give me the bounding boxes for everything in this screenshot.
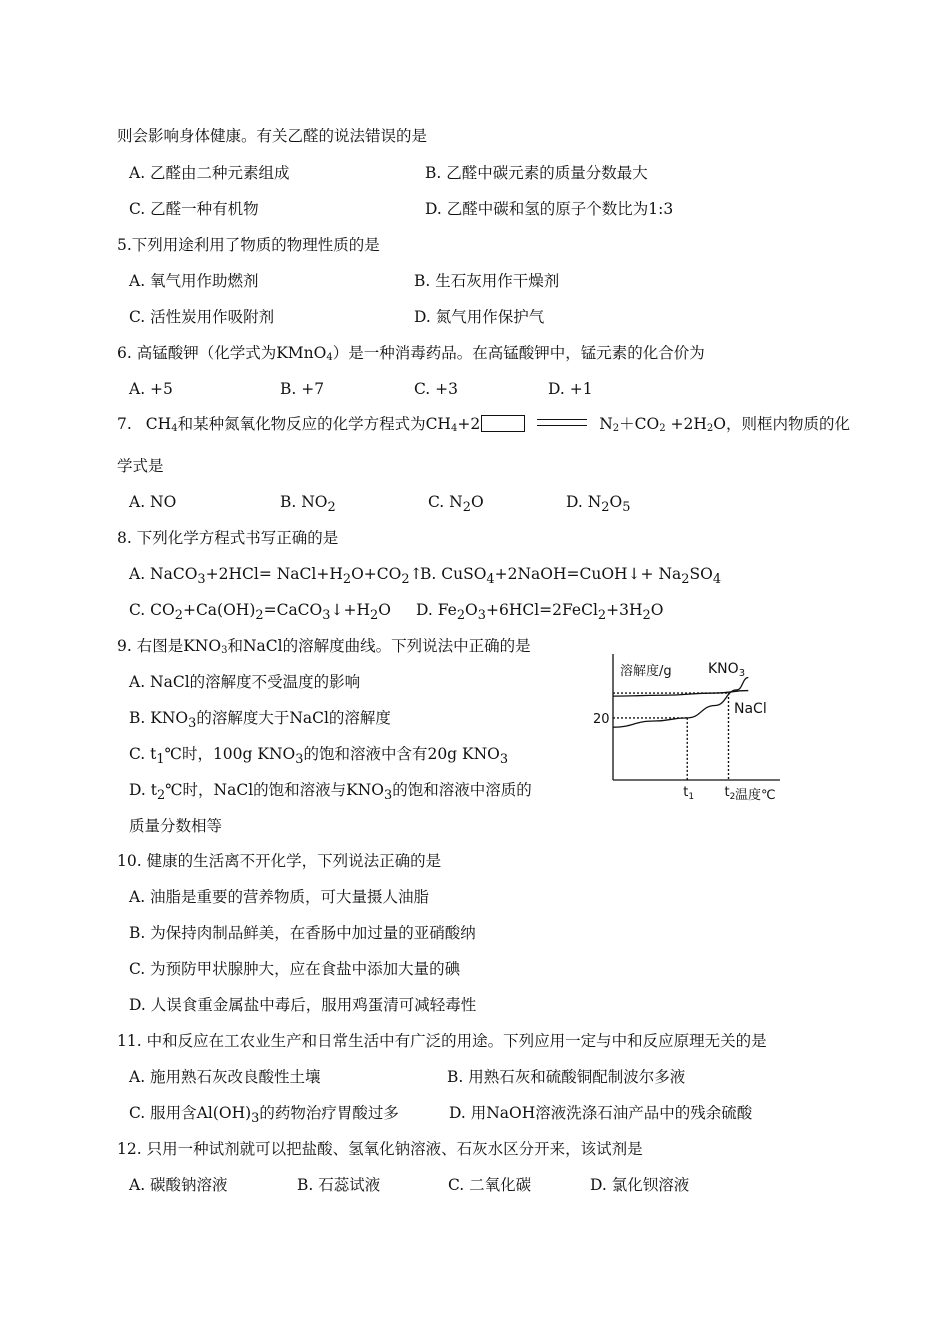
- series-label-kno3-sub: 3: [738, 668, 746, 679]
- q9-option-c: C. $t_1℃$时，100g $KNO_3$的饱和溶液中含有20g $KNO_3$: [129, 745, 509, 768]
- x-tick-sub-t1: 1: [688, 792, 695, 802]
- q12-option-b: B. 石蕊试液: [297, 1176, 381, 1194]
- q5-option-d: D. 氮气用作保护气: [414, 308, 545, 326]
- q4-option-a: A. 乙醛由二种元素组成: [129, 164, 290, 182]
- q9-option-d-cont: 质量分数相等: [129, 817, 223, 835]
- reaction-equals-sign: [537, 419, 587, 426]
- question-6-stem: 6. 高锰酸钾（化学式为KMnO$_4$）是一种消毒药品。在高锰酸钾中，锰元素的化合价为: [117, 344, 705, 363]
- q7-option-c: C. $N_2O$: [428, 493, 484, 516]
- q7-option-b: B. $NO_2$: [280, 493, 336, 516]
- x-tick-label-t1: $t_1$: [683, 785, 695, 802]
- q6-option-a: A. +5: [129, 380, 173, 398]
- q5-option-b: B. 生石灰用作干燥剂: [414, 272, 560, 290]
- q10-option-d: D. 人误食重金属盐中毒后，服用鸡蛋清可减轻毒性: [129, 996, 477, 1014]
- question-5-stem: 5.下列用途利用了物质的物理性质的是: [117, 236, 380, 254]
- q5-option-a: A. 氧气用作助燃剂: [129, 272, 259, 290]
- x-tick-label-t2: $t_2$: [724, 785, 736, 802]
- x-axis-label: 温度℃: [735, 788, 776, 803]
- q5-option-c: C. 活性炭用作吸附剂: [129, 308, 275, 326]
- question-7-stem-cont: 学式是: [117, 457, 164, 475]
- q8-option-d: D. $Fe_2O_3+6HCl=2FeCl_2+3H_2O$: [416, 601, 664, 624]
- q4-option-c: C. 乙醛一种有机物: [129, 200, 259, 218]
- question-10-stem: 10. 健康的生活离不开化学，下列说法正确的是: [117, 852, 442, 870]
- q9-option-d: D. $t_2℃$时，NaCl的饱和溶液与$KNO_3$的饱和溶液中溶质的: [129, 781, 532, 804]
- q8-option-a: A. NaCO$_3$+2HCl= $NaCl+H_2O+CO_2↑$: [129, 565, 423, 588]
- q11-option-c: C. 服用含$Al(OH)_3$的药物治疗胃酸过多: [129, 1104, 399, 1127]
- q4-option-b: B. 乙醛中碳元素的质量分数最大: [425, 164, 648, 182]
- q11-option-b: B. 用熟石灰和硫酸铜配制波尔多液: [447, 1068, 686, 1086]
- q6-option-b: B. +7: [280, 380, 325, 398]
- series-label-kno3: $KNO_3$: [708, 661, 746, 679]
- q7-option-a: A. NO: [129, 493, 177, 511]
- y-axis-label: 溶解度/g: [620, 664, 672, 679]
- q9-option-b: B. $KNO_3$的溶解度大于NaCl的溶解度: [129, 709, 391, 732]
- question-8-stem: 8. 下列化学方程式书写正确的是: [117, 529, 339, 547]
- q10-option-c: C. 为预防甲状腺肿大，应在食盐中添加大量的碘: [129, 960, 461, 978]
- q11-option-a: A. 施用熟石灰改良酸性土壤: [129, 1068, 321, 1086]
- q8-option-b: B. CuSO$_4$+2NaOH=CuOH↓+ $Na_2SO_4$: [420, 565, 722, 588]
- q12-option-a: A. 碳酸钠溶液: [129, 1176, 228, 1194]
- y-tick-label-20: 20: [593, 711, 610, 727]
- q8-option-c: C. $CO_2+Ca(OH)_2=CaCO_3↓+H_2O$: [129, 601, 391, 624]
- question-4-stem-cont: 则会影响身体健康。有关乙醛的说法错误的是: [117, 127, 428, 145]
- question-12-stem: 12. 只用一种试剂就可以把盐酸、氢氧化钠溶液、石灰水区分开来，该试剂是: [117, 1140, 643, 1158]
- solubility-chart: [588, 652, 798, 807]
- series-label-nacl: NaCl: [734, 701, 767, 717]
- q9-option-a: A. NaCl的溶解度不受温度的影响: [129, 673, 361, 691]
- q6-option-c: C. +3: [414, 380, 459, 398]
- q4-option-d: D. 乙醛中碳和氢的原子个数比为1:3: [425, 200, 674, 218]
- q11-option-d: D. 用NaOH溶液洗涤石油产品中的残余硫酸: [449, 1104, 753, 1122]
- q6-option-d: D. +1: [548, 380, 593, 398]
- q10-option-a: A. 油脂是重要的营养物质，可大量摄人油脂: [129, 888, 430, 906]
- question-9-stem: 9. 右图是$KNO_3$和NaCl的溶解度曲线。下列说法中正确的是: [117, 637, 531, 656]
- answer-blank-box: [481, 415, 525, 432]
- question-11-stem: 11. 中和反应在工农业生产和日常生活中有广泛的用途。下列应用一定与中和反应原理无关的是: [117, 1032, 767, 1050]
- q12-option-d: D. 氯化钡溶液: [590, 1176, 690, 1194]
- q12-option-c: C. 二氧化碳: [448, 1176, 532, 1194]
- x-tick-sub-t2: 2: [729, 792, 736, 802]
- q10-option-b: B. 为保持肉制品鲜美，在香肠中加过量的亚硝酸纳: [129, 924, 476, 942]
- question-7-stem: 7. $CH_4$和某种氮氧化物反应的化学方程式为$CH_4+2$ $N_2+CO_2 +2H_2O$，则框内物质的化: [117, 415, 850, 434]
- q7-option-d: D. $N_2O_5$: [566, 493, 631, 516]
